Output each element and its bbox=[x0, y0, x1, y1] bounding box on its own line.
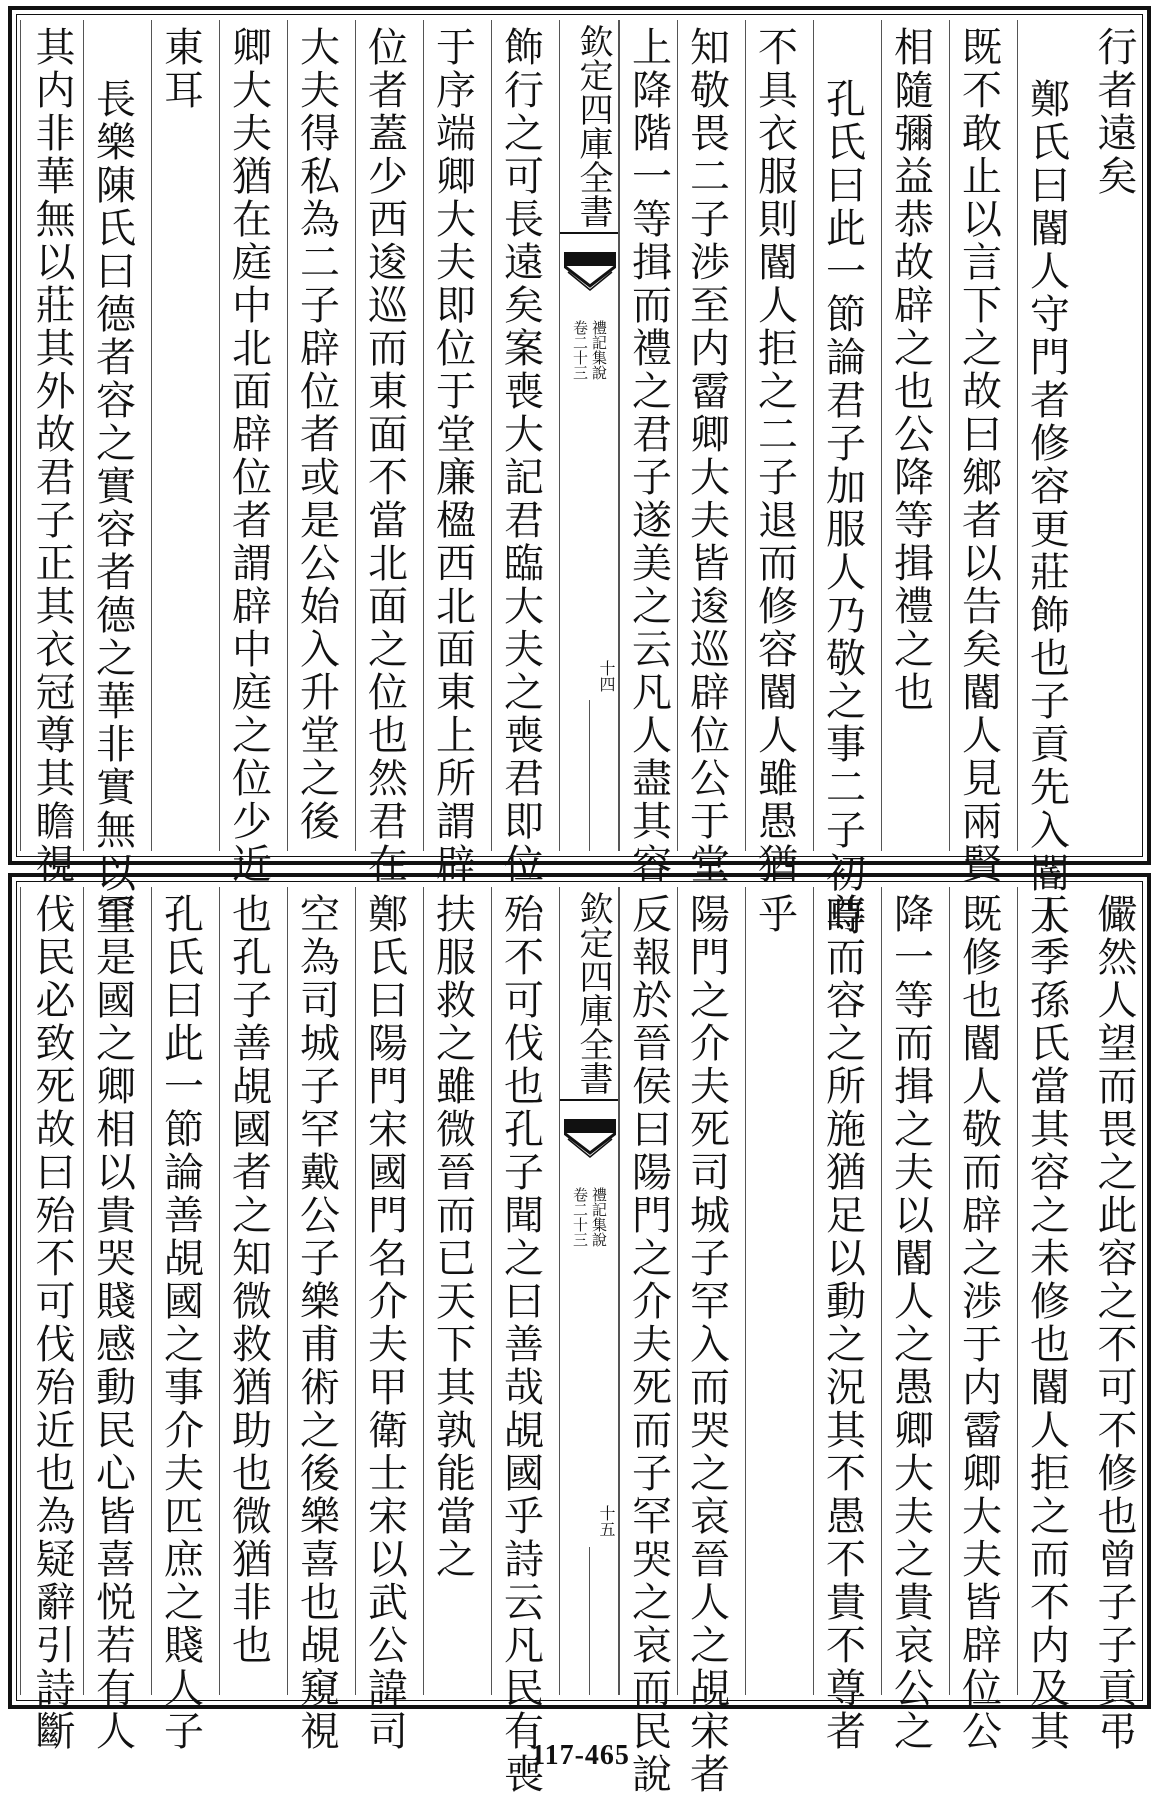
column-text: 也孔子善覘國者之知微救猶助也微猶非也 bbox=[225, 893, 272, 1667]
center-margin bbox=[559, 20, 619, 851]
leaf-number: 十五 bbox=[597, 1505, 616, 1537]
text-column bbox=[219, 20, 277, 886]
text-column bbox=[287, 887, 345, 1753]
text-column bbox=[355, 887, 413, 1753]
column-text: 卿大夫猶在庭中北面辟位者謂辟中庭之位少近 bbox=[225, 26, 272, 886]
column-text: 伐民必致死故曰殆不可伐殆近也為疑辭引詩斷 bbox=[29, 893, 75, 1753]
text-column bbox=[1017, 20, 1075, 938]
column-text: 東耳 bbox=[157, 26, 204, 112]
text-column bbox=[745, 20, 803, 886]
column-text: 陽門之介夫死司城子罕入而哭之哀晉人之覘宋者 bbox=[683, 893, 730, 1796]
book-info bbox=[560, 320, 618, 380]
text-column bbox=[83, 887, 141, 1753]
column-text: 行者遠矣 bbox=[1091, 26, 1137, 198]
book-info bbox=[560, 1187, 618, 1247]
column-text: 不具衣服則閽人拒之二子退而修容閽人雖愚猶 bbox=[751, 26, 798, 886]
text-column bbox=[151, 887, 209, 1753]
center-margin bbox=[559, 887, 619, 1695]
column-text: 孔氏曰此一節論善覘國之事介夫匹庶之賤人子 bbox=[157, 893, 204, 1753]
volume-label: 卷二十三 bbox=[571, 320, 589, 380]
text-column bbox=[619, 20, 677, 886]
text-column bbox=[677, 20, 735, 886]
volume-label: 卷二十三 bbox=[571, 1187, 589, 1247]
text-column bbox=[219, 887, 277, 1695]
text-column bbox=[677, 887, 735, 1796]
text-column bbox=[491, 887, 549, 1796]
text-column bbox=[151, 20, 209, 851]
text-column bbox=[355, 20, 413, 886]
text-column bbox=[1085, 20, 1143, 851]
column-text: 其内非華無以莊其外故君子正其衣冠尊其瞻視 bbox=[29, 26, 75, 886]
book-title: 禮記集說 bbox=[590, 1187, 608, 1247]
column-text: 扶服救之雖微晉而已天下其孰能當之 bbox=[429, 893, 476, 1581]
text-column bbox=[20, 20, 83, 886]
fish-tail-mark-icon bbox=[564, 252, 616, 292]
column-text: 反報於晉侯曰陽門之介夫死而子罕哭之哀而民說 bbox=[625, 893, 672, 1796]
page-number: 117-465 bbox=[531, 1740, 630, 1771]
column-text: 既不敢止以言下之故曰鄉者以告矣閽人見兩賢 bbox=[955, 26, 1002, 886]
text-column bbox=[287, 20, 345, 851]
text-column bbox=[423, 887, 481, 1695]
text-column bbox=[83, 20, 141, 938]
column-text: 降一等而揖之夫以閽人之愚卿大夫之貴哀公之 bbox=[887, 893, 934, 1753]
column-text: 既修也閽人敬而辟之渉于内霤卿大夫皆辟位公 bbox=[955, 893, 1002, 1753]
column-text: 長樂陳氏曰德者容之實容者德之華非實無以重 bbox=[89, 78, 136, 938]
text-column bbox=[813, 887, 871, 1753]
center-rule bbox=[589, 700, 590, 851]
text-column bbox=[881, 887, 939, 1753]
text-column bbox=[491, 20, 549, 886]
column-text: 罕是國之卿相以貴哭賤感動民心皆喜悦若有人 bbox=[89, 893, 136, 1753]
text-column bbox=[1085, 887, 1143, 1753]
text-column bbox=[20, 887, 83, 1753]
column-text: 鄭氏曰陽門宋國門名介夫甲衛士宋以武公諱司 bbox=[361, 893, 408, 1753]
column-text: 相隨彌益恭故辟之也公降等揖禮之也 bbox=[887, 26, 934, 714]
column-text: 乎 bbox=[751, 893, 798, 936]
text-column bbox=[949, 20, 1007, 886]
column-text: 鄭氏曰閽人守門者修容更莊飾也子貢先入閽人 bbox=[1023, 78, 1070, 938]
column-text: 于序端卿大夫即位于堂廉楹西北面東上所謂辟 bbox=[429, 26, 476, 886]
book-title: 禮記集說 bbox=[590, 320, 608, 380]
text-column bbox=[619, 887, 677, 1796]
text-column bbox=[745, 887, 803, 1695]
top-page-frame bbox=[8, 6, 1151, 938]
text-column bbox=[813, 20, 871, 938]
leaf-number: 十四 bbox=[597, 660, 616, 692]
column-text: 孔氏曰此一節論君子加服人乃敬之事二子初時 bbox=[819, 78, 866, 938]
column-text: 上降階一等揖而禮之君子遂美之云凡人盡其容 bbox=[625, 26, 672, 886]
library-title: 欽定四庫全書 bbox=[560, 24, 618, 234]
text-column bbox=[1017, 887, 1075, 1753]
column-text: 大夫得私為二子辟位者或是公始入升堂之後 bbox=[293, 26, 340, 843]
column-text: 于季孫氏當其容之未修也閽人拒之而不内及其 bbox=[1023, 893, 1070, 1753]
column-text: 儼然人望而畏之此容之不可不修也曾子子貢弔 bbox=[1091, 893, 1137, 1753]
column-text: 飾行之可長遠矣案喪大記君臨大夫之喪君即位 bbox=[497, 26, 544, 886]
column-text: 位者蓋少西逡巡而東面不當北面之位也然君在 bbox=[361, 26, 408, 886]
column-text: 尊而容之所施猶足以動之況其不愚不貴不尊者 bbox=[819, 893, 866, 1753]
text-column bbox=[423, 20, 481, 886]
center-rule bbox=[589, 1547, 590, 1695]
text-column bbox=[881, 20, 939, 851]
library-title: 欽定四庫全書 bbox=[560, 891, 618, 1101]
fish-tail-mark-icon bbox=[564, 1119, 616, 1159]
column-text: 空為司城子罕戴公子樂甫術之後樂喜也覘窺視 bbox=[293, 893, 340, 1753]
column-text: 知敬畏二子渉至内霤卿大夫皆逡巡辟位公于堂 bbox=[683, 26, 730, 886]
text-column bbox=[949, 887, 1007, 1753]
column-text: 殆不可伐也孔子聞之曰善哉覘國乎詩云凡民有喪 bbox=[497, 893, 544, 1796]
